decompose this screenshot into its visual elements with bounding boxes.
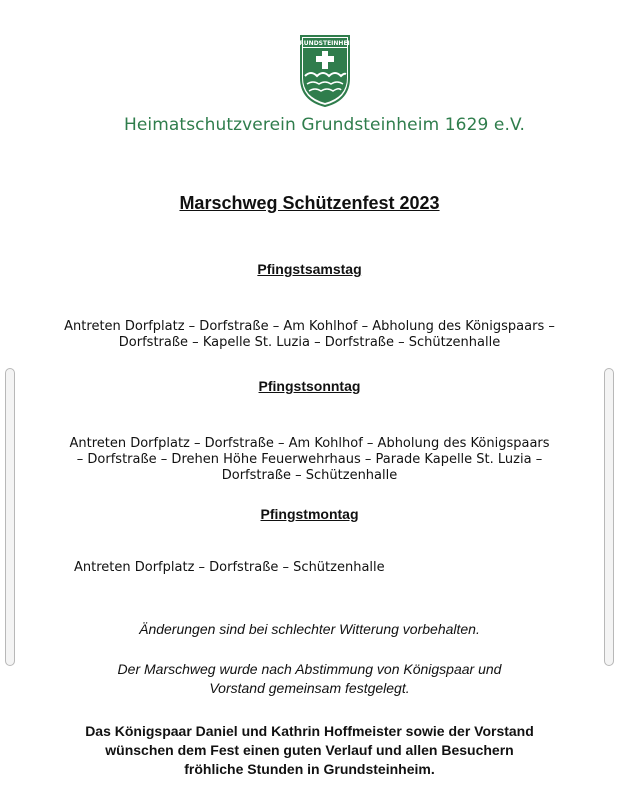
route-sunday <box>0 436 619 484</box>
organization-name: Heimatschutzverein Grundsteinheim 1629 e.V. <box>123 115 526 135</box>
route-line: Antreten Dorfplatz – Dorfstraße – Am Kohlhof – Abholung des Königspaars – <box>64 319 555 334</box>
right-scroll-handle[interactable] <box>604 368 614 666</box>
document-title: Marschweg Schützenfest 2023 <box>179 193 440 213</box>
route-line: Dorfstraße – Kapelle St. Luzia – Dorfstraße – Schützenhalle <box>118 335 501 350</box>
day-heading-saturday: Pfingstsamstag <box>257 261 362 277</box>
route-line: – Dorfstraße – Drehen Höhe Feuerwehrhaus – Parade Kapelle St. Luzia – <box>76 452 543 467</box>
note-line: Der Marschweg wurde nach Abstimmung von Königspaar und <box>117 661 502 677</box>
day-heading-sunday: Pfingstsonntag <box>258 378 361 394</box>
route-line: Antreten Dorfplatz – Dorfstraße – Am Kohlhof – Abholung des Königspaars <box>69 436 550 451</box>
closing-message <box>0 722 619 779</box>
coat-of-arms-logo <box>294 34 356 108</box>
weather-note: Änderungen sind bei schlechter Witterung vorbehalten. <box>139 621 480 637</box>
svg-text:GRUNDSTEINHEIM: GRUNDSTEINHEIM <box>294 40 356 47</box>
closing-line: fröhliche Stunden in Grundsteinheim. <box>184 761 435 777</box>
route-line: Dorfstraße – Schützenhalle <box>221 468 398 483</box>
closing-line: wünschen dem Fest einen guten Verlauf und allen Besuchern <box>105 742 514 758</box>
agreement-note <box>0 660 619 698</box>
route-saturday <box>0 319 619 351</box>
day-heading-monday: Pfingstmontag <box>260 506 359 522</box>
note-line: Vorstand gemeinsam festgelegt. <box>209 680 410 696</box>
left-scroll-handle[interactable] <box>5 368 15 666</box>
route-monday: Antreten Dorfplatz – Dorfstraße – Schützenhalle <box>74 560 385 575</box>
closing-line: Das Königspaar Daniel und Kathrin Hoffmeister sowie der Vorstand <box>85 723 534 739</box>
